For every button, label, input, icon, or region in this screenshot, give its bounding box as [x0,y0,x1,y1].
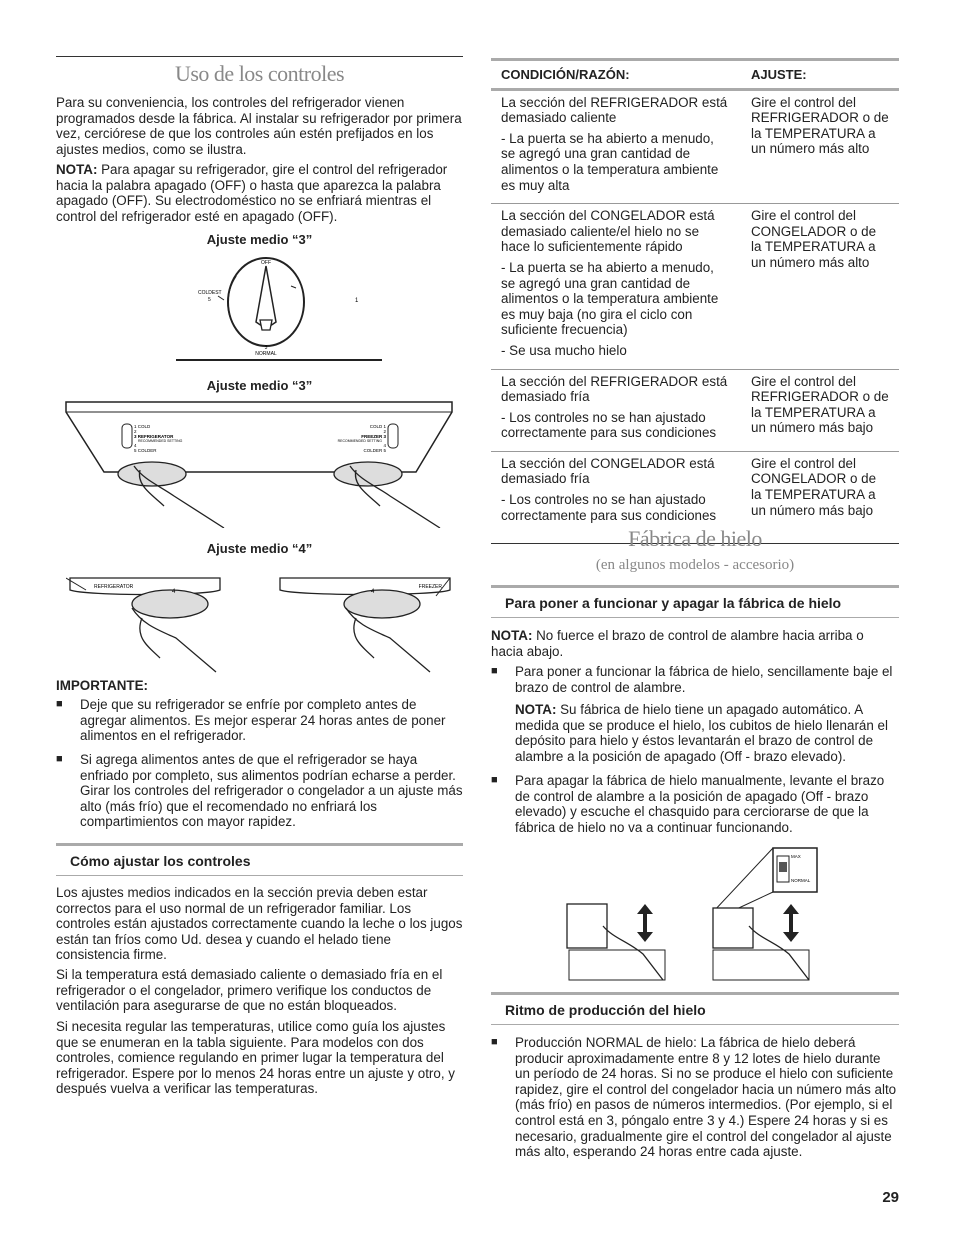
table-header-condition: CONDICIÓN/RAZÓN: [491,60,741,90]
panel-right-2: 2 [383,429,386,434]
section-header-onoff: Para poner a funcionar y apagar la fábrica de hielo [491,585,899,618]
dial-3-label: 3 [264,345,268,351]
panel-right-recommended: RECOMMENDED SETTING [337,439,382,443]
panel2-freezer: FREEZER [418,584,442,590]
panel-left-refrigerator: 3 REFRIGERATOR [134,434,174,439]
icemaker-illustration [563,842,819,982]
table-cell-adjust: Gire el control del REFRIGERADOR o de la TEMPERATURA a un número más bajo [741,369,899,451]
panel-right-4: 4 [383,443,386,448]
icemaker-note2-label: NOTA: [515,702,557,717]
condition-reason: - La puerta se ha abierto a menudo, se agregó una gran cantidad de alimentos o la temperatura ambiente es muy baja (no gira el ciclo con suficiente frecuencia) [501,259,719,338]
page-number: 29 [882,1189,899,1206]
caption-dial: Ajuste medio “3” [206,232,313,247]
condition-reason: - Los controles no se han ajustado correctamente para sus condiciones [501,409,717,441]
table-cell-condition [491,369,741,451]
adjustment-table [491,58,899,544]
table-row [491,89,899,204]
caption-panel-4: Ajuste medio “4” [206,541,313,556]
panel-right-cold: COLD 1 [369,424,386,429]
icemaker-normal-label: NORMAL [791,878,811,883]
section-header-adjust: Cómo ajustar los controles [56,843,463,876]
note-text: Para apagar su refrigerador, gire el control del refrigerador hacia la palabra apagado (OFF) o hasta que aparezca la palabra apagado (OFF). Su electrodoméstico no se enfriará mientras el control del refrigerador esté en apagado (OFF). [56,162,448,224]
panel-right-colder: COLDER 5 [363,448,386,453]
table-header-adjust: AJUSTE: [741,60,899,90]
icemaker-note-2 [515,702,899,764]
panel2-right-4: 4 [371,589,375,595]
dial-illustration [176,252,456,364]
condition-text: La sección del CONGELADOR está demasiado fría [501,455,715,487]
dial-normal-label: NORMAL [255,351,277,357]
panel-left-2: 2 [134,429,137,434]
icemaker-note-text: No fuerce el brazo de control de alambre hacia arriba o hacia abajo. [491,628,864,659]
important-bullet-2: ■ Si agrega alimentos antes de que el refrigerador se haya enfriado por completo, sus alimentos podrían echarse a perder. Girar los controles del refrigerador o congelador a un ajuste más alto (más frío) que el recomendado no enfriará los compartimientos con mayor rapidez. [56,752,463,830]
icemaker-bullet-off: ■ Para apagar la fábrica de hielo manualmente, levante el brazo de control de alambre a la posición de apagado (Off - brazo elevado) y escuche el chasquido para cerciorarse de que la fábrica de hielo no va a continuar funcionando. [491,773,899,835]
panel-left-colder: 5 COLDER [134,448,157,453]
dial-5-label: 5 [208,297,211,303]
icemaker-note2-text: Su fábrica de hielo tiene un apagado automático. A medida que se produce el hielo, los cubitos de hielo llenarán el depósito para hielo y éstos levantarán el brazo de control de alambre a la posición de apagado (Off - brazo elevado). [515,702,888,764]
top-rule [56,56,463,57]
panel2-refrigerator: REFRIGERATOR [94,584,134,590]
panel-left-recommended: RECOMMENDED SETTING [138,439,183,443]
note-paragraph [56,162,463,224]
intro-paragraph: Para su conveniencia, los controles del refrigerador vienen programados desde la fábrica. Al instalar su refrigerador por primera vez, cerciórese de que los controles aún estén prefijados en los ajustes medios, como se ilustra. [56,95,462,157]
adjust-paragraph-3: Si necesita regular las temperaturas, utilice como guía los ajustes que se enumeran en la tabla siguiente. Para modelos con dos controles, comience regulando en primer lugar la temperatura del refrigerador. Espere por lo menos 24 horas entre un ajuste y otro, y después vuelva a verificar las temperaturas. [56,1019,455,1097]
condition-reason: - La puerta se ha abierto a menudo, se agregó una gran cantidad de alimentos o la temperatura ambiente es muy alta [501,130,719,193]
table-cell-condition [491,204,741,369]
table-row [491,204,899,369]
section-title-controls: Uso de los controles [174,61,345,86]
icemaker-bullet-on: ■ Para poner a funcionar la fábrica de hielo, sencillamente baje el brazo de control de alambre. [491,664,899,695]
panel-right-freezer: FREEZER 3 [361,434,386,439]
note-label: NOTA: [56,162,98,177]
condition-text: La sección del REFRIGERADOR está demasiado fría [501,373,728,405]
section-subtitle-icemaker: (en algunos modelos - accesorio) [595,557,795,573]
dial-1-label: 1 [355,298,359,304]
table-header-row [491,60,899,90]
table-cell-adjust: Gire el control del CONGELADOR o de la TEMPERATURA a un número más alto [741,204,899,369]
condition-text: La sección del REFRIGERADOR está demasiado caliente [501,94,728,126]
control-panel-4-illustration [66,568,458,674]
adjust-paragraph-2: Si la temperatura está demasiado caliente o demasiado fría en el refrigerador o el congelador, primero verifique los conductos de ventilación para asegurarse de que no están bloqueados. [56,967,443,1014]
section-header-rate: Ritmo de producción del hielo [491,992,899,1025]
table-row [491,369,899,451]
ice-rate-bullet: ■ Producción NORMAL de hielo: La fábrica de hielo deberá producir aproximadamente entre 8 y 12 lotes de hielo durante un período de 24 horas. Si no se produce el hielo con suficiente rapidez, gire el control del congelador hacia un número más alto (más frío) en pasos de números intermedios. (Por ejemplo, si el control está en 3, póngalo entre 3 y 4.) Espere 24 horas y si es necesario, gradualmente gire el control del congelador al ajuste más alto, esperando 24 horas entre cada ajuste. [491,1035,899,1160]
icemaker-max-label: MAX [791,854,801,859]
panel2-left-4: 4 [172,589,176,595]
section-title-icemaker: Fábrica de hielo [628,526,762,551]
table-cell-adjust: Gire el control del REFRIGERADOR o de la TEMPERATURA a un número más alto [741,89,899,204]
panel-left-cold: 1 COLD [134,424,151,429]
important-bullet-1: ■ Deje que su refrigerador se enfríe por completo antes de agregar alimentos. Es mejor esperar 24 horas antes de poner alimentos en el refrigerador. [56,697,463,744]
caption-panel: Ajuste medio “3” [206,378,313,393]
control-panel-illustration [64,396,456,528]
panel-left-4: 4 [134,443,137,448]
icemaker-note [491,628,899,659]
table-cell-condition [491,89,741,204]
dial-coldest-label: COLDEST [198,290,222,296]
condition-reason: - Se usa mucho hielo [501,342,627,358]
condition-reason: - Los controles no se han ajustado correctamente para sus condiciones [501,492,717,523]
icemaker-note-label: NOTA: [491,628,533,643]
adjust-paragraph-1: Los ajustes medios indicados en la sección previa deben estar correctos para el uso normal de un refrigerador familiar. Los controles están ajustados correctamente cuando la leche o los jugos están tan fríos como Ud. desea y cuando el helado tiene consistencia firme. [56,885,463,963]
condition-text: La sección del CONGELADOR está demasiado caliente/el hielo no se hace lo suficientemente rápido [501,208,715,255]
table-cell-adjust: Gire el control del CONGELADOR o de la TEMPERATURA a un número más bajo [741,451,899,543]
dial-off-label: OFF [261,260,271,266]
important-label: IMPORTANTE: [56,678,148,693]
